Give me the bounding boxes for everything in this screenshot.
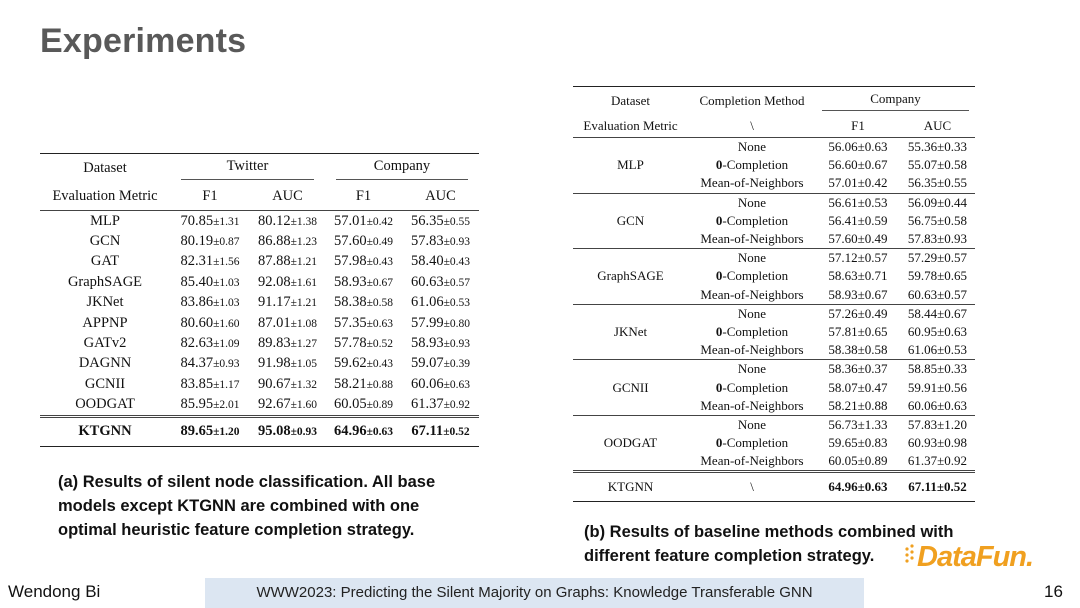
table-a-value-cell: 85.40±1.03 [180,273,240,290]
table-a-value-cell: 57.60±0.49 [333,233,394,250]
table-a-value-cell: 58.40±0.43 [410,253,471,270]
table-row [573,249,975,268]
page-number: 16 [1044,582,1063,601]
table-b-method-cell: Mean-of-Neighbors [700,286,804,302]
table-b-model-cell: GCN [573,193,688,249]
table-a-header-row-2 [40,183,479,211]
table-a-value-cell: 82.63±1.09 [180,335,240,352]
table-b-dataset-header: Dataset [611,92,650,108]
table-a-value-cell: 60.63±0.57 [410,273,471,290]
table-a-value-cell: 91.98±1.05 [257,355,318,372]
table-a-value-cell: 57.78±0.52 [333,335,394,352]
table-b-model-cell: GraphSAGE [573,249,688,305]
table-b-caption: (b) Results of baseline methods combined with different feature completion strategy. [584,523,954,565]
table-row [573,415,975,434]
table-row [40,293,479,313]
table-b-auc-cell: 57.83±1.20 [900,415,975,434]
table-a-value-cell: 57.98±0.43 [333,253,394,270]
table-a-ktgnn-row [40,416,479,446]
table-a-model-cell: JKNet [86,294,124,311]
table-a-value-cell: 59.62±0.43 [333,355,394,372]
table-b-auc-cell: 56.75±0.58 [907,212,968,228]
table-a-company-header: Company [325,154,479,184]
table-b-f1-cell: 57.60±0.49 [828,231,888,247]
table-a-company-auc-header: AUC [425,188,456,204]
table-a-value-cell: 61.06±0.53 [410,294,471,311]
table-row [40,354,479,374]
table-b-backslash-header: \ [750,117,754,133]
table-b-f1-cell: 56.61±0.53 [816,193,900,212]
table-b-auc-cell: 56.09±0.44 [900,193,975,212]
table-row [573,193,975,212]
table-b-model-cell: MLP [573,138,688,194]
table-b-header-row-1 [573,87,975,115]
table-b-f1-cell: 58.07±0.47 [828,379,888,395]
table-b-method-cell: 0-Completion [715,379,789,395]
footer-paper-title: WWW2023: Predicting the Silent Majority on Graphs: Knowledge Transferable GNN [256,584,813,601]
table-a-value-cell: 57.01±0.42 [333,212,394,229]
table-b-company-header: Company [816,87,975,115]
table-b-auc-cell: 60.93±0.98 [907,435,968,451]
table-row [40,333,479,353]
table-a-value-cell: 82.31±1.56 [180,253,240,270]
table-b-model-cell: GCNII [573,360,688,416]
table-a-value-cell: 58.21±0.88 [333,375,394,392]
table-b-model-cell: OODGAT [573,415,688,472]
table-a-model-cell: KTGNN [78,423,132,440]
table-a-value-cell: 80.60±1.60 [180,314,240,331]
table-b-auc-cell: 60.63±0.57 [907,286,968,302]
table-a-value-cell: 87.01±1.08 [257,314,318,331]
table-b-method-cell: 0-Completion [715,157,789,173]
table-b-f1-cell: 58.36±0.37 [816,360,900,379]
table-b-f1-cell: 57.01±0.42 [828,175,888,191]
table-a-header-row-1 [40,154,479,184]
table-a-value-cell: 85.95±2.01 [180,396,240,413]
table-a-value-cell: 83.86±1.03 [180,294,240,311]
table-a-value-cell: 80.19±0.87 [180,233,240,250]
table-b-auc-cell: 60.06±0.63 [907,397,968,413]
table-a-value-cell: 57.99±0.80 [410,314,471,331]
table-b-f1-cell: 56.41±0.59 [828,212,888,228]
table-b-method-cell: 0-Completion [715,212,789,228]
slide-title: Experiments [40,22,247,60]
table-b-method-cell: None [688,193,816,212]
table-row [40,211,479,232]
table-a-value-cell: 57.35±0.63 [333,314,394,331]
table-row [40,374,479,394]
table-b-f1-cell: 60.05±0.89 [828,453,888,469]
silent-node-classification-table [40,153,479,447]
table-b-method-cell: Mean-of-Neighbors [700,231,804,247]
table-b-auc-header: AUC [923,117,952,133]
table-b-method-cell: 0-Completion [715,323,789,339]
table-b-f1-cell: 58.38±0.58 [828,342,888,358]
table-a-model-cell: GCNII [84,375,126,392]
table-b-method-cell: None [688,138,816,157]
table-a-model-cell: MLP [90,212,120,229]
table-a-value-cell: 58.93±0.67 [333,273,394,290]
table-a-value-cell: 67.11±0.52 [411,423,470,440]
table-b-metric-header: Evaluation Metric [583,117,678,133]
table-a-value-cell: 83.85±1.17 [180,375,240,392]
table-a-value-cell: 84.37±0.93 [180,355,240,372]
table-b-f1-cell: 58.63±0.71 [828,268,888,284]
table-a-value-cell: 58.93±0.93 [410,335,471,352]
table-row [40,272,479,292]
table-b-method-cell: 0-Completion [715,268,789,284]
table-b-f1-cell: 56.60±0.67 [828,157,888,173]
table-a-company-f1-header: F1 [355,188,372,204]
table-row [40,231,479,251]
table-b-auc-cell: 59.91±0.56 [907,379,968,395]
table-a-value-cell: 64.96±0.63 [333,423,394,440]
table-a-value-cell: 60.05±0.89 [333,396,394,413]
table-b-f1-cell: 58.93±0.67 [828,286,888,302]
svg-text:DataFun.: DataFun. [917,541,1034,573]
table-a-twitter-header: Twitter [170,154,325,184]
table-a-model-cell: GCN [89,233,121,250]
table-b-method-cell: None [688,415,816,434]
table-a-model-cell: GATv2 [83,335,127,352]
table-a-model-cell: GraphSAGE [67,273,143,290]
datafun-logo [903,535,1043,575]
table-b-auc-cell: 57.29±0.57 [900,249,975,268]
table-b-auc-cell: 56.35±0.55 [907,175,968,191]
table-row [573,360,975,379]
table-b-auc-cell: 58.44±0.67 [900,304,975,323]
table-b-auc-cell: 58.85±0.33 [900,360,975,379]
table-a-metric-header: Evaluation Metric [52,188,158,204]
table-b-completion-header: Completion Method [699,92,805,108]
table-a-value-cell: 92.08±1.61 [257,273,318,290]
table-a-twitter-f1-header: F1 [202,188,218,204]
table-a-value-cell: 57.83±0.93 [410,233,471,250]
table-a-caption: (a) Results of silent node classification. All base models except KTGNN are combined with one optimal heuristic feature completion strategy. [58,473,436,539]
table-a-value-cell: 60.06±0.63 [410,375,471,392]
table-a-model-cell: GAT [90,253,120,270]
table-a-dataset-header: Dataset [83,160,127,176]
table-b-auc-cell: 57.83±0.93 [907,231,968,247]
table-b-method-cell: \ [688,472,816,502]
table-a-value-cell: 80.12±1.38 [257,212,318,229]
table-a-value-cell: 86.88±1.23 [257,233,318,250]
table-a-value-cell: 91.17±1.21 [257,294,318,311]
table-a-twitter-auc-header: AUC [272,188,303,204]
table-row [40,395,479,417]
table-a-value-cell: 90.67±1.32 [257,375,318,392]
table-b-method-cell: None [688,360,816,379]
table-b-auc-cell: 59.78±0.65 [907,268,968,284]
table-b-f1-cell: 59.65±0.83 [828,435,888,451]
footer-bar [205,578,864,608]
table-row [573,138,975,157]
table-a-model-cell: OODGAT [75,396,135,413]
table-b-method-cell: 0-Completion [715,435,789,451]
table-b-ktgnn-row [573,472,975,502]
table-row [40,252,479,272]
table-b-f1-cell: 64.96±0.63 [816,472,900,502]
table-b-f1-cell: 57.12±0.57 [816,249,900,268]
table-b-method-cell: None [688,249,816,268]
table-a-value-cell: 87.88±1.21 [257,253,318,270]
completion-strategy-table [573,86,975,502]
table-b-auc-cell: 55.07±0.58 [907,157,968,173]
table-b-f1-cell: 56.73±1.33 [816,415,900,434]
author-name: Wendong Bi [8,582,101,601]
table-a-model-cell: DAGNN [78,355,132,372]
table-a-value-cell: 61.37±0.92 [410,396,471,413]
table-a-value-cell: 92.67±1.60 [257,396,318,413]
table-a-value-cell: 95.08±0.93 [257,423,318,440]
table-b-model-cell: KTGNN [573,472,688,502]
table-b-auc-cell: 61.37±0.92 [907,453,968,469]
table-b-method-cell: None [688,304,816,323]
table-b-method-cell: Mean-of-Neighbors [700,342,804,358]
table-b-f1-cell: 58.21±0.88 [828,397,888,413]
table-b-model-cell: JKNet [573,304,688,360]
table-row [40,313,479,333]
table-b-auc-cell: 67.11±0.52 [900,472,975,502]
table-a-value-cell: 89.83±1.27 [257,335,318,352]
table-b-method-cell: Mean-of-Neighbors [700,175,804,191]
table-row [573,304,975,323]
table-b-method-cell: Mean-of-Neighbors [700,397,804,413]
table-b-auc-cell: 55.36±0.33 [900,138,975,157]
table-a-value-cell: 56.35±0.55 [410,212,471,229]
table-b-header-row-2 [573,114,975,138]
table-a-value-cell: 89.65±1.20 [180,423,240,440]
table-b-f1-header: F1 [851,117,865,133]
table-b-method-cell: Mean-of-Neighbors [700,453,804,469]
table-a-value-cell: 58.38±0.58 [333,294,394,311]
table-a-model-cell: APPNP [82,314,128,331]
table-a-value-cell: 70.85±1.31 [180,212,240,229]
table-b-f1-cell: 56.06±0.63 [816,138,900,157]
table-a-value-cell: 59.07±0.39 [410,355,471,372]
table-b-f1-cell: 57.81±0.65 [828,323,888,339]
table-b-auc-cell: 60.95±0.63 [907,323,968,339]
table-b-f1-cell: 57.26±0.49 [816,304,900,323]
table-b-auc-cell: 61.06±0.53 [907,342,968,358]
